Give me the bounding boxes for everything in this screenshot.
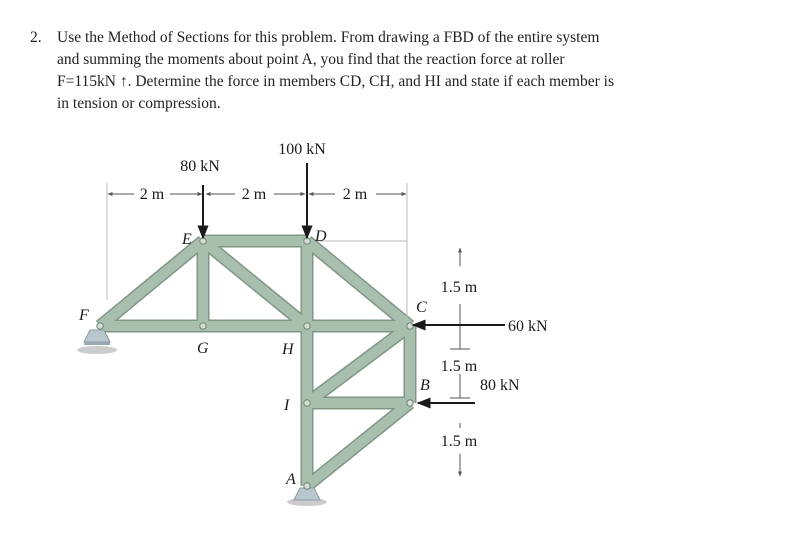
joint-label-e: E (182, 231, 192, 248)
member-ba (307, 403, 410, 486)
joint-pin-b (407, 400, 413, 406)
problem-line-4: in tension or compression. (57, 95, 221, 112)
problem-line-1: Use the Method of Sections for this problem. From drawing a FBD of the entire system (57, 29, 600, 46)
joint-label-h: H (282, 341, 294, 358)
pin-support-a (294, 488, 320, 500)
load-label-d: 100 kN (278, 141, 326, 158)
joint-label-a: A (286, 471, 296, 488)
member-eh (203, 241, 307, 326)
dim-label-height-2: 1.5 m (440, 358, 478, 375)
joint-pin-g (200, 323, 206, 329)
load-label-b: 80 kN (480, 377, 520, 394)
joint-label-f: F (79, 307, 89, 324)
joint-label-g: G (197, 340, 209, 357)
ground-shadow-f (77, 346, 117, 354)
truss-members (100, 241, 410, 486)
problem-line-2: and summing the moments about point A, you find that the reaction force at roller (57, 51, 565, 68)
dim-label-height-3: 1.5 m (440, 433, 478, 450)
joint-label-b: B (420, 377, 430, 394)
joint-label-i: I (284, 397, 290, 414)
dim-label-span-1: 2 m (139, 186, 165, 203)
joint-pin-d (304, 238, 310, 244)
dim-label-span-3: 2 m (342, 186, 368, 203)
joint-label-c: C (416, 299, 427, 316)
load-label-e: 80 kN (180, 158, 220, 175)
problem-number: 2. (30, 29, 42, 46)
dim-label-height-1: 1.5 m (440, 279, 478, 296)
problem-line-3: F=115kN ↑. Determine the force in members CD, CH, and HI and state if each member is (57, 73, 614, 90)
joint-pin-e (200, 238, 206, 244)
load-label-c: 60 kN (508, 318, 548, 335)
joint-pin-c (407, 323, 413, 329)
member-ci (307, 326, 410, 403)
joint-pin-i (304, 400, 310, 406)
joint-pin-f (97, 323, 103, 329)
member-fe (100, 241, 203, 326)
joint-pin-h (304, 323, 310, 329)
joint-label-d: D (315, 228, 327, 245)
joint-pin-a (304, 483, 310, 489)
dim-label-span-2: 2 m (241, 186, 267, 203)
member-dc (307, 241, 410, 326)
